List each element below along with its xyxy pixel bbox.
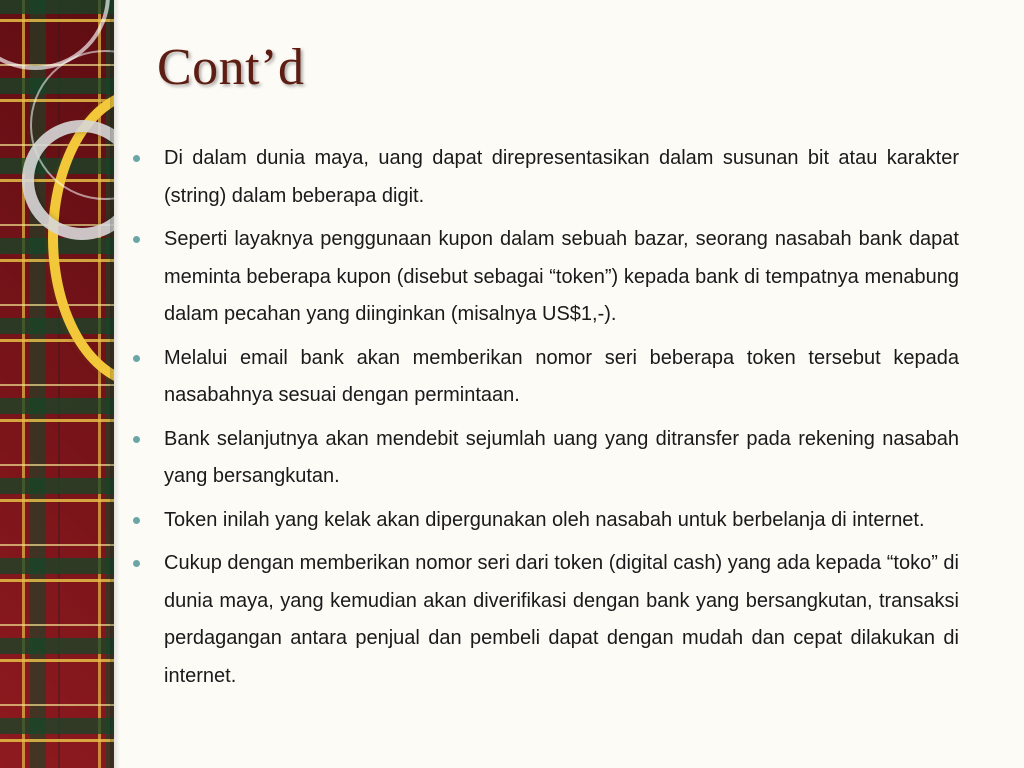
bullet-text: Seperti layaknya penggunaan kupon dalam sebuah bazar, seorang nasabah bank dapat meminta beberapa kupon (disebut sebagai “token”) kepada bank di tempatnya menabung dalam pecahan yang diinginkan (misalnya US$1,-). [164,228,959,325]
bullet-icon [133,355,140,362]
bullet-item [133,140,959,215]
bullet-text: Cukup dengan memberikan nomor seri dari token (digital cash) yang ada kepada “toko” di dunia maya, yang kemudian akan diverifikasi dengan bank yang bersangkutan, transaksi perdagangan antara penjual dan pembeli dapat dengan mudah dan cepat dilakukan di internet. [164,552,959,687]
strip-shadow [110,0,120,768]
bullet-item [133,502,959,540]
plaid-decoration [0,0,114,768]
bullet-list [133,140,959,701]
bullet-text: Melalui email bank akan memberikan nomor seri beberapa token tersebut kepada nasabahnya sesuai dengan permintaan. [164,346,959,406]
bullet-icon [133,517,140,524]
bullet-item [133,545,959,695]
slide-title: Cont’d [157,39,305,96]
bullet-icon [133,236,140,243]
bullet-text: Token inilah yang kelak akan dipergunakan oleh nasabah untuk berbelanja di internet. [164,508,925,531]
bullet-icon [133,560,140,567]
bullet-text: Di dalam dunia maya, uang dapat direpresentasikan dalam susunan bit atau karakter (string) dalam beberapa digit. [164,147,959,207]
bullet-item [133,421,959,496]
bullet-icon [133,155,140,162]
bullet-icon [133,436,140,443]
bullet-text: Bank selanjutnya akan mendebit sejumlah uang yang ditransfer pada rekening nasabah yang bersangkutan. [164,427,959,487]
bullet-item [133,340,959,415]
bullet-item [133,221,959,334]
